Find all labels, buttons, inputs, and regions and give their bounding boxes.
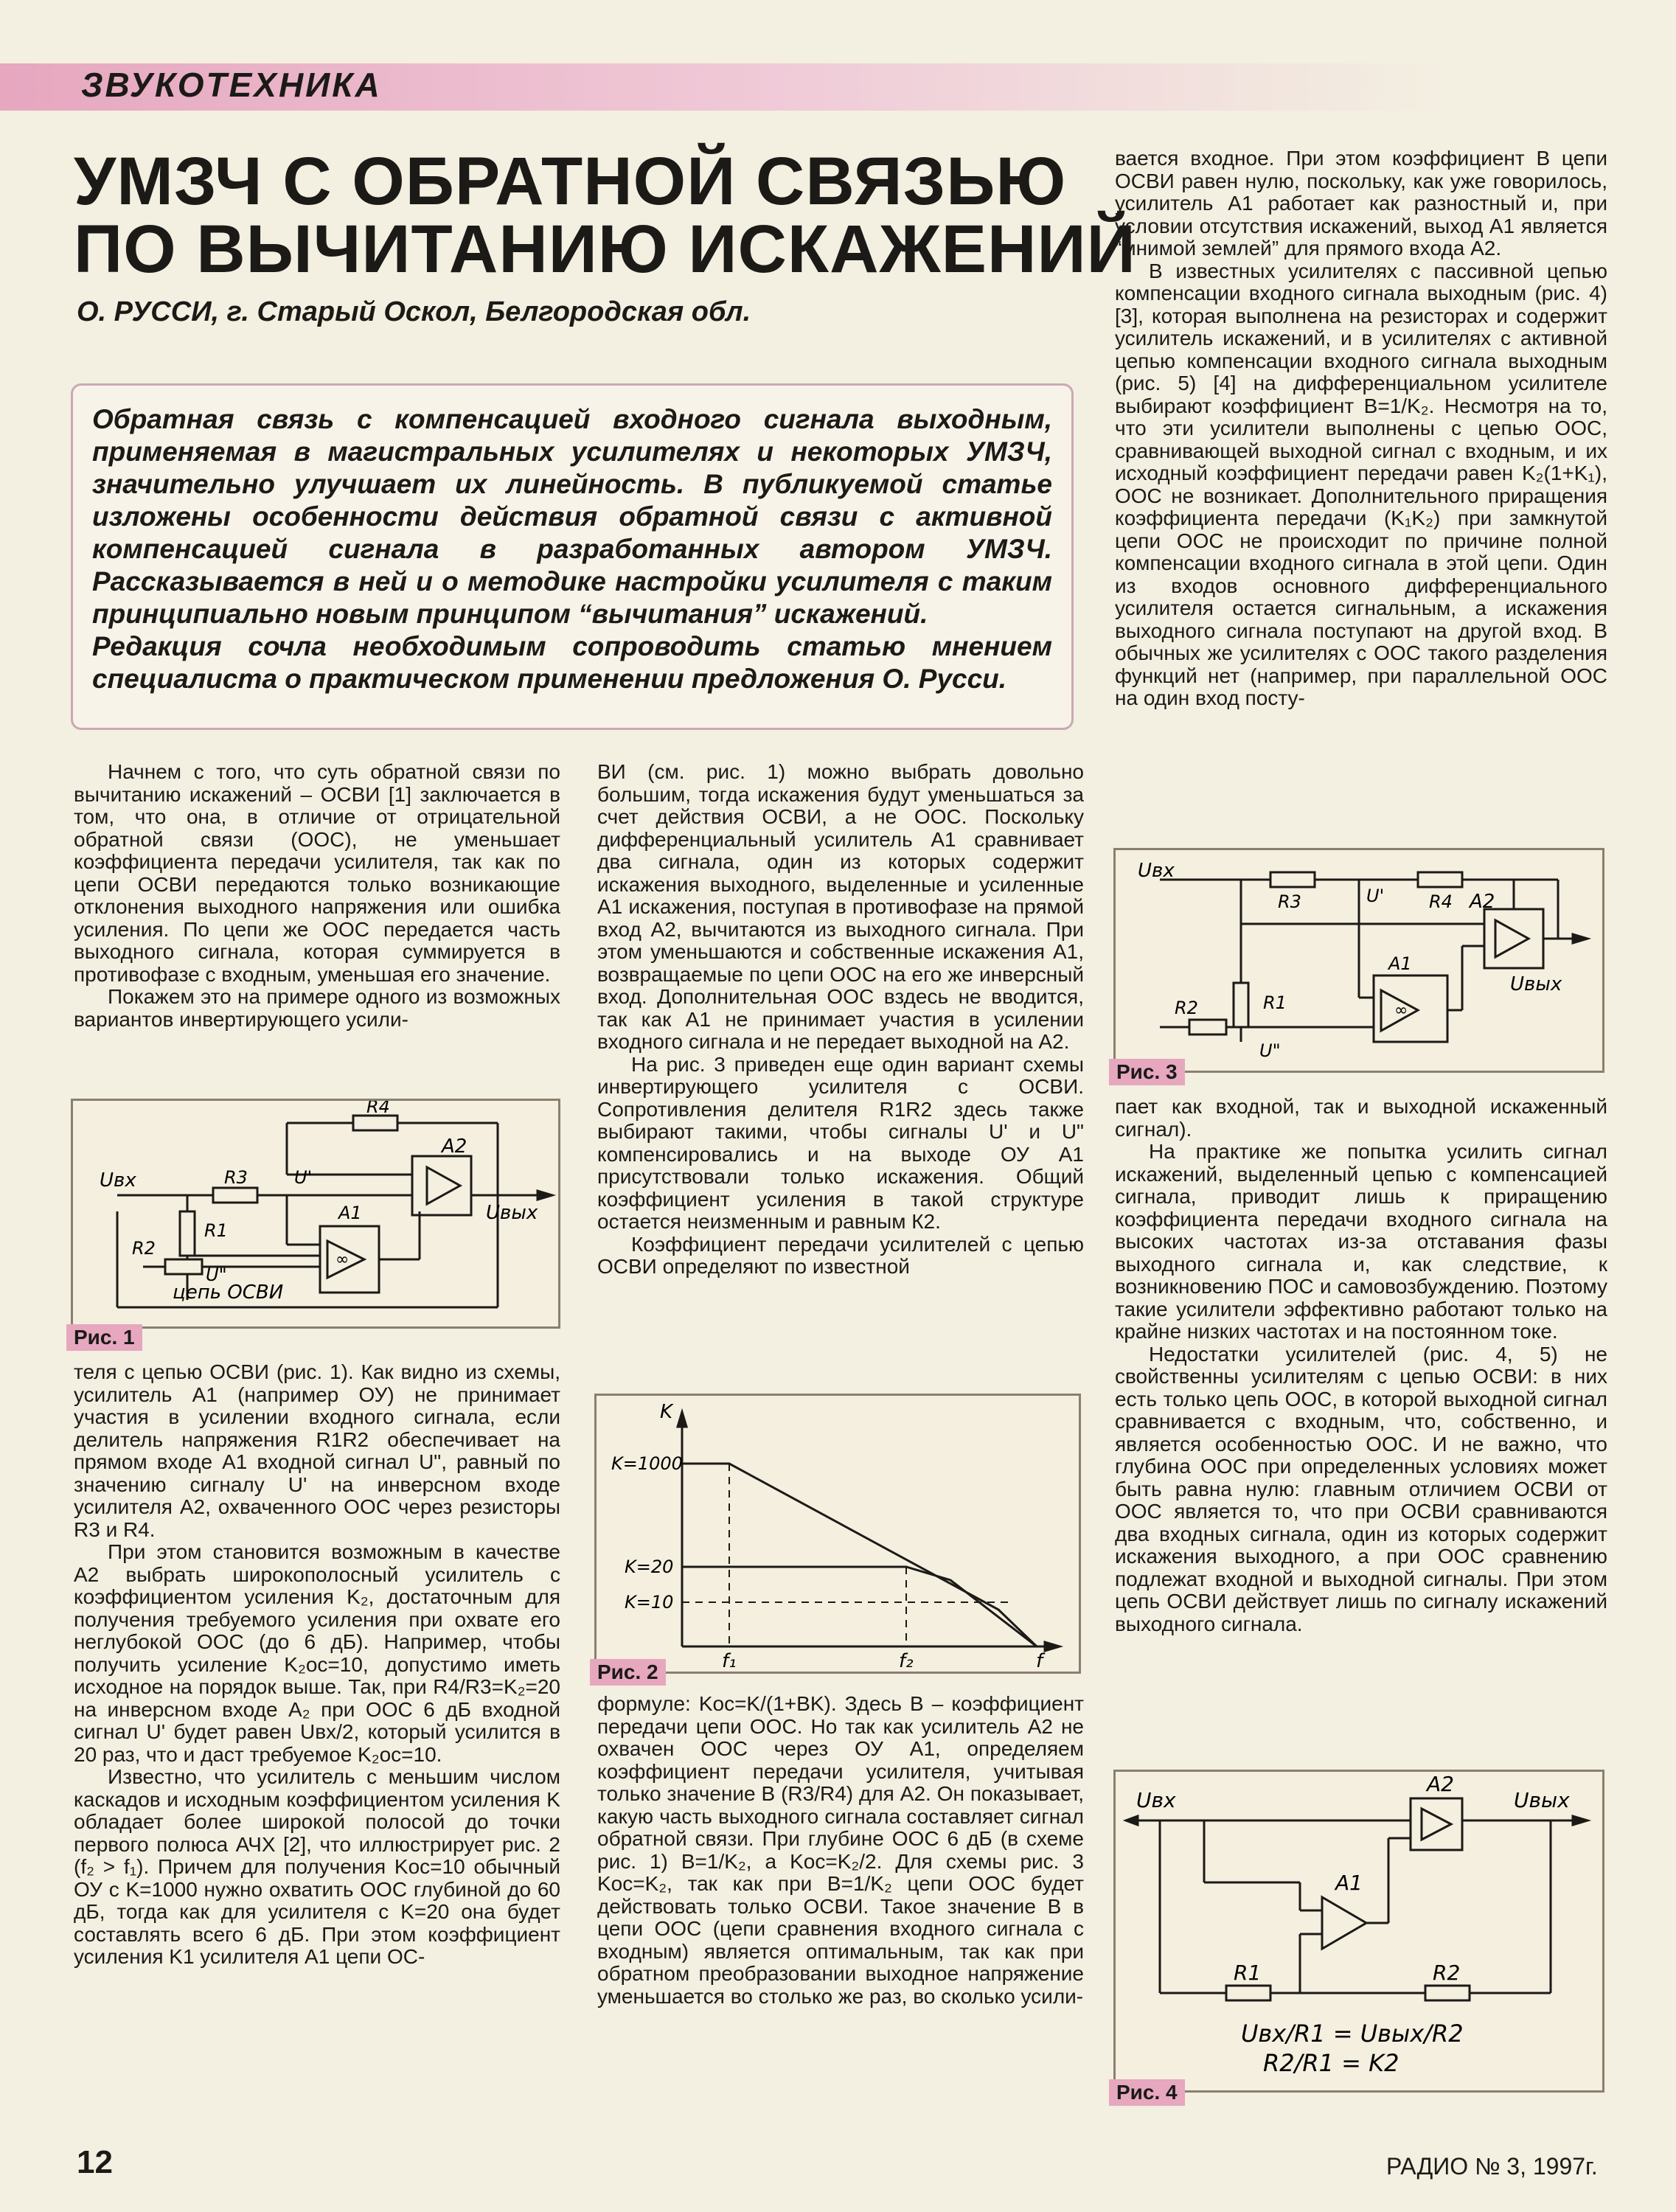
fig1-label-a1: A1 (338, 1203, 362, 1223)
fig3-label-inf: ∞ (1394, 1001, 1408, 1020)
column-2-bottom (597, 1693, 1084, 2008)
paragraph: На рис. 3 приведен еще один вариант схемы инвертирующего усилителя с ОСВИ. Сопротивления делителя R1R2 здесь также выбирают такими, чтобы сигналы U' и U" компенсировались и на выходе ОУ А1 присутствовали только искажения. Общий коэффициент усиления в такой структуре остается неизменным и равным К2. (597, 1052, 1084, 1233)
figure-4-schematic (1116, 1772, 1602, 2090)
fig1-label-uin: Uвх (100, 1169, 136, 1192)
figure-4 (1113, 1770, 1604, 2093)
fig1-label-u2: U" (206, 1265, 227, 1285)
paragraph: теля с цепью ОСВИ (рис. 1). Как видно из схемы, усилитель А1 (например ОУ) не принимает участия в усилении входного сигнала, если делитель напряжения R1R2 обеспечивает на прямом входе А1 входной сигнал U", равный по значению сигналу U' на инверсном входе усилителя А2, охваченного ООС через резисторы R3 и R4. (74, 1360, 560, 1541)
paragraph: На практике же попытка усилить сигнал искажений, выделенный цепью с компенсацией сигнала, приводит лишь к приращению коэффициента передачи входного сигнала на высоких частотах из-за отставания фазы выходного сигнала и, как следствие, к возникновению ПОС и самовозбуждению. Поэтому такие усилители эффективно работают только на крайне низких частотах и на постоянном токе. (1115, 1140, 1607, 1343)
paragraph: формуле: Kос=K/(1+BK). Здесь B – коэффициент передачи цепи ООС. Но так как усилитель А2 не охвачен ООС через ОУ А1, определяем коэффициент передачи усилителя, учитывая только значение B (R3/R4) для А2. Он показывает, какую часть выходного сигнала составляет сигнал обратной связи. При глубине ООС 6 дБ (в схеме рис. 1) B=1/K₂, а Kос=K₂/2. Для схемы рис. 3 Kос=K₂, так как при B=1/K₂ цепи ООС будет действовать только ОСВИ. Такое значение B в цепи ООС (цепи сравнения входного сигнала с входным) является оптимальным, так как при обратном преобразовании выходное напряжение уменьшается во столько же раз, во сколько усили- (597, 1692, 1084, 2008)
paragraph: вается входное. При этом коэффициент B цепи ОСВИ равен нулю, поскольку, как уже говорилось, усилитель А1 работает как разностный и, при условии отсутствия искажений, выход А1 является “мнимой землей” для прямого входа А2. (1115, 147, 1607, 260)
paragraph: Начнем с того, что суть обратной связи по вычитанию искажений – ОСВИ [1] заключается в том, что она, в отличие от отрицательной обратной связи (ООС), не уменьшает коэффициента передачи усилителя, так как по цепи ОСВИ передаются только возникающие отклонения выходного напряжения или ошибка усиления. По цепи же ООС передается часть выходного сигнала, которая суммируется в противофазе с входным, уменьшая его значение. (74, 760, 560, 986)
fig3-label-a1: A1 (1388, 953, 1412, 974)
fig1-label-r2: R2 (132, 1238, 156, 1259)
figure-3 (1113, 848, 1604, 1073)
figure-1-schematic (73, 1101, 558, 1326)
figure-2 (594, 1394, 1081, 1674)
fig4-label-a1: A1 (1335, 1871, 1363, 1895)
fig4-formula-1: Uвх/R1 = Uвых/R2 (1241, 2020, 1464, 2048)
fig2-label-k20: K=20 (625, 1557, 674, 1577)
lead-paragraph: Редакция сочла необходимым сопроводить статью мнением специалиста о практическом применении предложения О. Русси. (92, 631, 1052, 694)
fig1-label-u1: U' (294, 1167, 313, 1188)
fig4-label-a2: A2 (1427, 1772, 1454, 1796)
fig2-curve-k20 (682, 1567, 1037, 1646)
column-2-top (597, 761, 1084, 1279)
paragraph: При этом становится возможным в качестве А2 выбрать широкополосный усилитель с коэффициентом усиления K₂, достаточным для получения требуемого усиления при охвате его неглубокой ООС (до 6 дБ). Например, чтобы получить усиление K₂ос=10, допустимо иметь исходное на порядок выше. Так, при R4/R3=K₂=20 на инверсном входе A₂ при ООС 6 дБ входной сигнал U' будет равен Uвх/2, который усилится в 20 раз, что и даст требуемое K₂ос=10. (74, 1540, 560, 1766)
paragraph: пает как входной, так и выходной искаженный сигнал). (1115, 1095, 1607, 1141)
fig4-label-uin: Uвх (1136, 1788, 1176, 1812)
fig2-x-arrow (1045, 1642, 1060, 1651)
fig3-label-r3: R3 (1278, 891, 1301, 912)
fig1-label-r3: R3 (224, 1167, 248, 1188)
fig4-label-r2: R2 (1433, 1961, 1461, 1985)
fig2-y-arrow (678, 1412, 686, 1427)
column-3-middle (1115, 1096, 1607, 1635)
figure-1 (71, 1099, 560, 1329)
issue-info: РАДИО № 3, 1997г. (1386, 2153, 1598, 2180)
fig4-formula-2: R2/R1 = K2 (1263, 2049, 1399, 2077)
fig2-label-f2: f₂ (899, 1650, 914, 1672)
fig3-label-u1: U' (1366, 886, 1385, 906)
paragraph: Коэффициент передачи усилителей с цепью ОСВИ определяют по известной (597, 1232, 1084, 1278)
fig2-label-f1: f₁ (722, 1650, 737, 1672)
column-1-top (74, 761, 560, 1031)
column-3-top (1115, 147, 1607, 710)
lead-box (71, 383, 1074, 730)
paragraph: ВИ (см. рис. 1) можно выбрать довольно большим, тогда искажения будут уменьшаться за счет действия ОСВИ, а не ООС. Поскольку дифференциальный усилитель А1 сравнивает два сигнала, один из которых содержит искажения выходного, выделенные и усиленные А1 искажения, поступая в противофазе на прямой вход А2, вычитаются из выходного сигнала. При этом уменьшаются и собственные искажения А1, возвращаемые по цепи ООС на его же инверсный вход. Дополнительная ООС вздесь не вводится, так как А1 не принимает участия в усилении входного сигнала и не передает выходной на А2. (597, 760, 1084, 1053)
fig1-label-uout: Uвых (486, 1202, 538, 1224)
page-number: 12 (77, 2144, 113, 2180)
fig2-label-k1000: K=1000 (611, 1453, 683, 1474)
fig3-label-u2: U" (1259, 1040, 1281, 1061)
fig2-label-f: f (1036, 1650, 1043, 1672)
fig4-label-r1: R1 (1234, 1961, 1262, 1985)
fig1-label-r1: R1 (204, 1220, 228, 1241)
fig1-label-a2: A2 (442, 1135, 467, 1158)
article-title (74, 144, 1136, 287)
fig2-curve-k1000 (682, 1464, 1037, 1646)
fig3-label-r1: R1 (1263, 992, 1287, 1013)
fig3-label-r4: R4 (1429, 891, 1453, 912)
fig4-label-uout: Uвых (1514, 1788, 1570, 1812)
lead-paragraph: Обратная связь с компенсацией входного сигнала выходным, применяемая в магистральных усилителях и некоторых УМЗЧ, значительно улучшает их линейность. В публикуемой статье изложены особенности действия обратной связи с активной компенсацией сигнала в разработанных автором УМЗЧ. Рассказывается в ней и о методике настройки усилителя с таким принципиально новым принципом “вычитания” искажений. (92, 404, 1052, 629)
figure-3-schematic (1116, 850, 1602, 1071)
figure-4-caption: Рис. 4 (1109, 2079, 1185, 2106)
figure-2-caption: Рис. 2 (590, 1659, 666, 1686)
paragraph: Недостатки усилителей (рис. 4, 5) не свойственны усилителям с цепью ОСВИ: в них есть только цепь ООС, в которой выходной сигнал сравнивается с входным, что, собственно, и является особенностью ООС. И не важно, что глубина ООС при определенных условиях может быть равна нулю: главным отличием ОСВИ от ООС является то, что при ОСВИ сравниваются два входных сигнала, один из которых содержит искажения выходного, а при ООС сравнению подлежат входной и выходной сигналы. При этом цепь ОСВИ действует лишь по сигналу искажений выходного сигнала. (1115, 1342, 1607, 1635)
fig1-label-inf: ∞ (335, 1251, 350, 1269)
fig2-label-k: K (660, 1401, 673, 1423)
paragraph: В известных усилителях с пассивной цепью компенсации входного сигнала выходным (рис. 4) [3], которая выполнена на резисторах и содержит усилитель искажений, и в усилителях с активной цепью компенсации входного сигнала выходным (рис. 5) [4] на дифференциальном усилителе выбирают коэффициент B=1/K₂. Несмотря на то, что эти усилители выполнены с цепью ООС, сравнивающей выходной сигнал с входным, и их исходный коэффициент передачи равен K₂(1+K₁), ООС не возникает. Дополнительного приращения коэффициента передачи (K₁K₂) при замкнутой цепи ООС не происходит по причине полной компенсации входного сигнала в этой цепи. Один из входов основного дифференциального усилителя остается сигнальным, а искажения выходного сигнала поступают на другой вход. В обычных же усилителях с ООС такого разделения функций нет (например, при параллельной ООС на один вход посту- (1115, 259, 1607, 709)
section-label: ЗВУКОТЕХНИКА (81, 66, 382, 104)
fig3-label-r2: R2 (1175, 998, 1198, 1018)
article-author: О. РУССИ, г. Старый Оскол, Белгородская обл. (77, 296, 751, 327)
fig3-label-uout: Uвых (1510, 973, 1562, 995)
figure-2-chart (597, 1396, 1079, 1672)
fig2-label-k10: K=10 (625, 1592, 674, 1613)
figure-3-caption: Рис. 3 (1109, 1059, 1185, 1085)
fig3-label-uin: Uвх (1138, 860, 1175, 882)
title-line-2: ПО ВЫЧИТАНИЮ ИСКАЖЕНИЙ (74, 212, 1136, 287)
paragraph: Покажем это на примере одного из возможных вариантов инвертирующего усили- (74, 985, 560, 1031)
figure-1-caption: Рис. 1 (66, 1324, 142, 1351)
column-1-bottom (74, 1361, 560, 1969)
fig1-label-chain: цепь ОСВИ (173, 1281, 284, 1304)
fig3-label-a2: A2 (1470, 891, 1495, 913)
fig1-label-r4: R4 (366, 1101, 390, 1117)
paragraph: Известно, что усилитель с меньшим числом каскадов и исходным коэффициентом усиления K обладает более широкой полосой до точки первого полюса АЧХ [2], что иллюстрирует рис. 2 (f₂ > f₁). Причем для получения Kос=10 обычный ОУ с K=1000 нужно охватить ООС глубиной до 60 дБ, тогда как для усилителя с K=20 она будет составлять всего 6 дБ. При этом коэффициент усиления K1 усилителя А1 цепи ОС- (74, 1765, 560, 1968)
title-line-1: УМЗЧ С ОБРАТНОЙ СВЯЗЬЮ (74, 144, 1067, 219)
